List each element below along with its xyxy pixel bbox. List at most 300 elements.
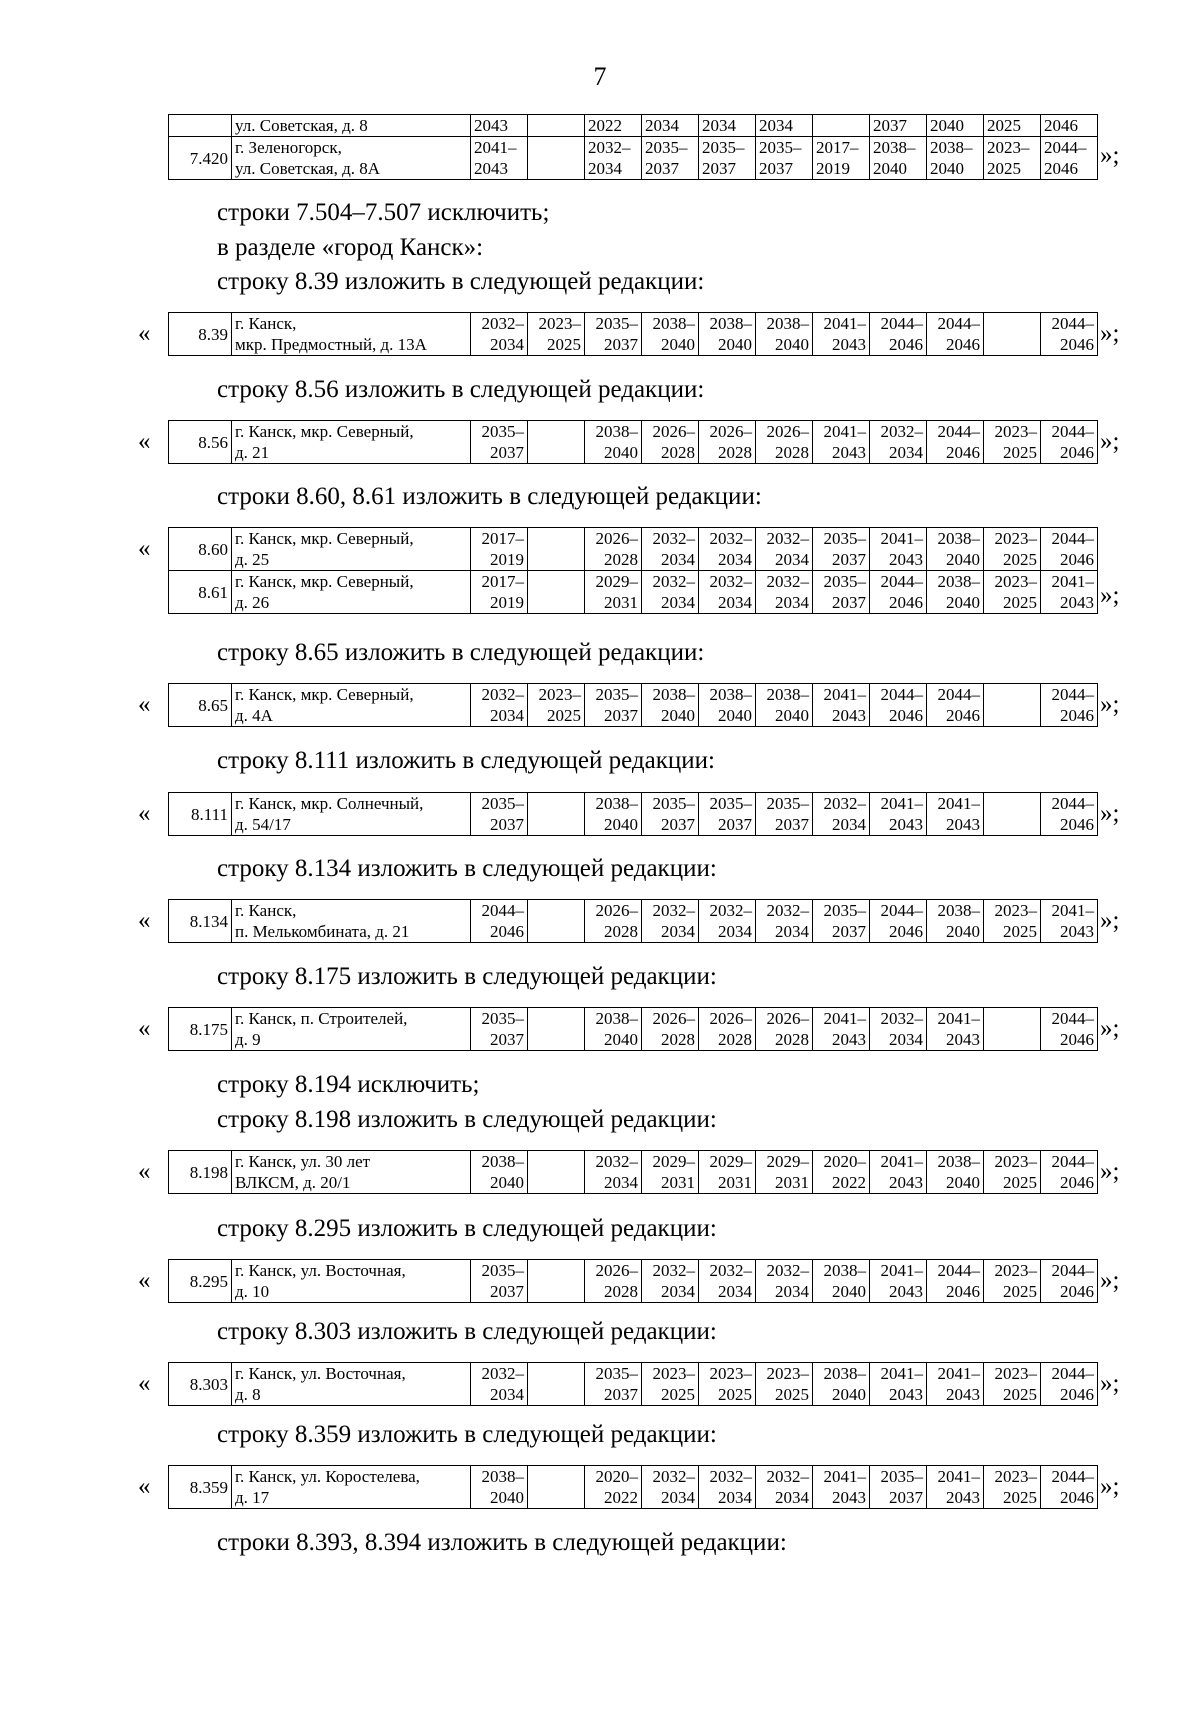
year-cell — [927, 900, 984, 943]
year-line: 2038– — [595, 422, 638, 441]
year-cell — [927, 115, 984, 137]
closing-quote: »; — [1100, 428, 1120, 455]
year-line: 2038– — [930, 138, 973, 157]
year-line: 2037 — [490, 1282, 524, 1301]
year-cell — [984, 1466, 1041, 1509]
year-line: 2026– — [595, 1261, 638, 1280]
year-line: 2040 — [946, 922, 980, 941]
year-line: 2040 — [604, 443, 638, 462]
year-line: 2043 — [1060, 593, 1094, 612]
year-line: 2032– — [652, 529, 695, 548]
year-line: 2022 — [588, 116, 622, 135]
year-cell — [642, 684, 699, 727]
amendment-table — [168, 899, 1098, 943]
year-cell — [699, 115, 756, 137]
year-line: 2032– — [709, 572, 752, 591]
year-line: 2041– — [1051, 901, 1094, 920]
instruction-line: строку 8.134 изложить в следующей редакции: — [217, 855, 717, 882]
year-line: 2038– — [709, 685, 752, 704]
year-line: 2044– — [937, 1261, 980, 1280]
year-cell — [813, 115, 870, 137]
year-line: 2035– — [759, 138, 802, 157]
year-line: 2044– — [1051, 1261, 1094, 1280]
year-cell — [471, 1260, 528, 1303]
year-cell — [927, 1363, 984, 1406]
year-line: 2037 — [702, 159, 736, 178]
year-cell — [756, 528, 813, 571]
year-line: 2025 — [661, 1385, 695, 1404]
year-line: 2032– — [595, 1152, 638, 1171]
year-line: 2028 — [718, 1030, 752, 1049]
amendment-table — [168, 114, 1098, 180]
year-line: 2037 — [645, 159, 679, 178]
address-line: ВЛКСМ, д. 20/1 — [235, 1173, 351, 1192]
year-cell — [756, 313, 813, 356]
year-line: 2044– — [880, 572, 923, 591]
year-cell — [813, 793, 870, 836]
year-cell — [471, 1466, 528, 1509]
row-number-cell: 8.175 — [169, 1008, 232, 1051]
year-cell — [585, 1008, 642, 1051]
address-line: г. Канск, ул. Восточная, — [235, 1261, 406, 1280]
year-cell — [528, 684, 585, 727]
row-number-cell: 7.420 — [169, 137, 232, 180]
opening-quote: « — [138, 1015, 151, 1042]
year-line: 2044– — [1051, 529, 1094, 548]
year-line: 2032– — [766, 529, 809, 548]
address-line: д. 25 — [235, 550, 270, 569]
year-line: 2032– — [709, 901, 752, 920]
year-line: 2032– — [880, 422, 923, 441]
closing-quote: »; — [1100, 1370, 1120, 1397]
year-cell — [813, 1151, 870, 1194]
year-cell — [642, 571, 699, 614]
year-cell — [813, 528, 870, 571]
year-cell — [927, 1466, 984, 1509]
row-number-cell: 8.65 — [169, 684, 232, 727]
year-cell — [927, 684, 984, 727]
year-line: 2044– — [1051, 1152, 1094, 1171]
year-line: 2035– — [481, 422, 524, 441]
address-line: д. 54/17 — [235, 815, 291, 834]
year-cell — [984, 793, 1041, 836]
year-cell — [927, 1151, 984, 1194]
year-line: 2041– — [937, 1467, 980, 1486]
address-line: д. 8 — [235, 1385, 261, 1404]
year-cell — [927, 793, 984, 836]
year-line: 2044– — [937, 314, 980, 333]
year-cell — [870, 1363, 927, 1406]
year-cell — [870, 1260, 927, 1303]
year-cell — [927, 1008, 984, 1051]
year-line: 2038– — [873, 138, 916, 157]
year-line: 2019 — [490, 550, 524, 569]
amendment-table — [168, 1150, 1098, 1194]
year-cell — [528, 313, 585, 356]
year-line: 2028 — [661, 1030, 695, 1049]
year-cell — [642, 793, 699, 836]
year-line: 2040 — [832, 1282, 866, 1301]
year-cell — [585, 1260, 642, 1303]
year-line: 2043 — [474, 159, 508, 178]
table-row — [169, 1008, 1098, 1051]
opening-quote: « — [138, 1158, 151, 1185]
year-line: 2046 — [1060, 815, 1094, 834]
year-line: 2032– — [823, 794, 866, 813]
year-line: 2044– — [1051, 794, 1094, 813]
year-cell — [699, 571, 756, 614]
table-row — [169, 900, 1098, 943]
instruction-line: строку 8.175 изложить в следующей редакции: — [217, 963, 717, 990]
year-cell — [927, 528, 984, 571]
year-line: 2032– — [588, 138, 631, 157]
year-cell — [585, 115, 642, 137]
year-cell — [585, 1466, 642, 1509]
year-line: 2041– — [474, 138, 517, 157]
year-cell — [756, 115, 813, 137]
year-cell — [528, 571, 585, 614]
year-line: 2026– — [652, 1009, 695, 1028]
year-cell — [870, 900, 927, 943]
address-line: д. 4А — [235, 706, 273, 725]
address-line: п. Мелькомбината, д. 21 — [235, 922, 410, 941]
year-line: 2017– — [481, 529, 524, 548]
year-line: 2034 — [775, 593, 809, 612]
year-line: 2032– — [652, 1467, 695, 1486]
year-cell — [642, 137, 699, 180]
year-line: 2034 — [759, 116, 793, 135]
year-cell — [528, 1008, 585, 1051]
year-cell — [471, 528, 528, 571]
year-line: 2037 — [490, 443, 524, 462]
year-cell — [699, 1363, 756, 1406]
year-line: 2034 — [588, 159, 622, 178]
closing-quote: »; — [1100, 1015, 1120, 1042]
address-line: г. Зеленогорск, — [235, 138, 342, 157]
year-line: 2028 — [775, 443, 809, 462]
year-cell — [927, 421, 984, 464]
amendment-table — [168, 1465, 1098, 1509]
year-line: 2029– — [766, 1152, 809, 1171]
year-line: 2038– — [823, 1364, 866, 1383]
year-cell — [1041, 313, 1098, 356]
year-line: 2035– — [481, 794, 524, 813]
year-line: 2034 — [661, 550, 695, 569]
year-cell — [813, 313, 870, 356]
year-line: 2044– — [1044, 138, 1087, 157]
year-cell — [1041, 115, 1098, 137]
year-cell — [756, 793, 813, 836]
year-cell — [699, 137, 756, 180]
opening-quote: « — [138, 320, 151, 347]
year-line: 2043 — [889, 815, 923, 834]
year-line: 2034 — [718, 1488, 752, 1507]
year-cell — [471, 1151, 528, 1194]
year-line: 2031 — [775, 1173, 809, 1192]
year-line: 2040 — [661, 335, 695, 354]
year-line: 2046 — [1060, 550, 1094, 569]
year-cell — [984, 900, 1041, 943]
address-line: д. 10 — [235, 1282, 270, 1301]
year-line: 2034 — [604, 1173, 638, 1192]
year-line: 2035– — [709, 794, 752, 813]
table-row — [169, 571, 1098, 614]
year-cell — [1041, 900, 1098, 943]
amendment-table — [168, 312, 1098, 356]
year-line: 2038– — [937, 901, 980, 920]
row-number-cell: 8.198 — [169, 1151, 232, 1194]
year-cell — [528, 793, 585, 836]
row-number-cell: 8.134 — [169, 900, 232, 943]
year-line: 2046 — [1060, 1030, 1094, 1049]
year-line: 2025 — [547, 335, 581, 354]
address-cell — [232, 313, 471, 356]
year-line: 2044– — [1051, 422, 1094, 441]
year-cell — [528, 1363, 585, 1406]
year-line: 2032– — [880, 1009, 923, 1028]
year-cell — [642, 1363, 699, 1406]
row-number-cell: 8.56 — [169, 421, 232, 464]
year-line: 2040 — [604, 1030, 638, 1049]
year-line: 2043 — [946, 1030, 980, 1049]
year-line: 2032– — [766, 901, 809, 920]
year-cell — [585, 684, 642, 727]
row-number-cell: 8.61 — [169, 571, 232, 614]
year-cell — [756, 137, 813, 180]
year-line: 2040 — [930, 116, 964, 135]
year-line: 2028 — [661, 443, 695, 462]
year-cell — [984, 571, 1041, 614]
year-line: 2034 — [718, 922, 752, 941]
address-line: ул. Советская, д. 8А — [235, 159, 381, 178]
year-line: 2022 — [832, 1173, 866, 1192]
year-line: 2037 — [604, 706, 638, 725]
year-line: 2035– — [702, 138, 745, 157]
year-cell — [699, 528, 756, 571]
year-cell — [1041, 1260, 1098, 1303]
year-line: 2041– — [937, 794, 980, 813]
address-cell — [232, 684, 471, 727]
address-line: д. 9 — [235, 1030, 261, 1049]
year-line: 2041– — [880, 1364, 923, 1383]
year-line: 2037 — [832, 593, 866, 612]
year-line: 2037 — [832, 922, 866, 941]
year-line: 2032– — [481, 314, 524, 333]
year-line: 2035– — [823, 529, 866, 548]
address-line: г. Канск, мкр. Северный, — [235, 685, 414, 704]
address-cell — [232, 1260, 471, 1303]
year-line: 2019 — [816, 159, 850, 178]
year-line: 2029– — [595, 572, 638, 591]
address-cell — [232, 137, 471, 180]
year-line: 2035– — [766, 794, 809, 813]
address-cell — [232, 115, 471, 137]
amendment-table — [168, 1362, 1098, 1406]
year-cell — [585, 528, 642, 571]
year-cell — [1041, 1151, 1098, 1194]
year-cell — [642, 1151, 699, 1194]
instruction-line: строку 8.303 изложить в следующей редакции: — [217, 1318, 717, 1345]
year-line: 2035– — [880, 1467, 923, 1486]
instruction-line: строку 8.65 изложить в следующей редакции: — [217, 639, 705, 666]
year-cell — [870, 1466, 927, 1509]
year-line: 2046 — [946, 706, 980, 725]
year-cell — [813, 1466, 870, 1509]
year-line: 2041– — [937, 1009, 980, 1028]
year-line: 2043 — [832, 1488, 866, 1507]
year-line: 2044– — [1051, 1467, 1094, 1486]
year-cell — [1041, 1363, 1098, 1406]
instruction-line: строку 8.111 изложить в следующей редакции: — [217, 747, 715, 774]
year-cell — [984, 1260, 1041, 1303]
year-line: 2043 — [832, 706, 866, 725]
year-line: 2026– — [595, 901, 638, 920]
year-line: 2041– — [1051, 572, 1094, 591]
year-cell — [471, 1008, 528, 1051]
address-line: мкр. Предмостный, д. 13А — [235, 335, 427, 354]
instruction-line: строку 8.295 изложить в следующей редакции: — [217, 1215, 717, 1242]
opening-quote: « — [138, 428, 151, 455]
year-cell — [699, 1151, 756, 1194]
year-line: 2025 — [718, 1385, 752, 1404]
year-line: 2026– — [595, 529, 638, 548]
year-line: 2041– — [823, 685, 866, 704]
closing-quote: »; — [1100, 800, 1120, 827]
year-cell — [870, 313, 927, 356]
year-line: 2028 — [718, 443, 752, 462]
year-cell — [699, 1260, 756, 1303]
year-cell — [642, 1466, 699, 1509]
year-line: 2043 — [889, 1282, 923, 1301]
year-cell — [528, 421, 585, 464]
year-line: 2031 — [661, 1173, 695, 1192]
table-row — [169, 1363, 1098, 1406]
address-line: д. 21 — [235, 443, 270, 462]
year-line: 2034 — [775, 550, 809, 569]
year-cell — [870, 793, 927, 836]
year-line: 2035– — [652, 794, 695, 813]
table-row — [169, 793, 1098, 836]
year-line: 2035– — [595, 1364, 638, 1383]
year-line: 2040 — [718, 335, 752, 354]
closing-quote: »; — [1100, 691, 1120, 718]
address-cell — [232, 1363, 471, 1406]
year-cell — [984, 1008, 1041, 1051]
row-number-cell: 8.111 — [169, 793, 232, 836]
year-line: 2026– — [652, 422, 695, 441]
year-line: 2020– — [823, 1152, 866, 1171]
year-line: 2035– — [645, 138, 688, 157]
year-line: 2043 — [946, 1488, 980, 1507]
year-cell — [813, 900, 870, 943]
year-line: 2040 — [946, 550, 980, 569]
year-line: 2031 — [604, 593, 638, 612]
year-line: 2043 — [474, 116, 508, 135]
address-line: г. Канск, — [235, 901, 297, 920]
year-cell — [984, 1363, 1041, 1406]
year-cell — [528, 115, 585, 137]
year-line: 2038– — [652, 685, 695, 704]
year-line: 2035– — [595, 314, 638, 333]
year-line: 2046 — [1060, 706, 1094, 725]
year-line: 2046 — [946, 1282, 980, 1301]
address-line: ул. Советская, д. 8 — [235, 116, 368, 135]
address-cell — [232, 571, 471, 614]
year-line: 2023– — [538, 314, 581, 333]
instruction-line: строки 7.504–7.507 исключить; — [217, 199, 550, 226]
address-cell — [232, 421, 471, 464]
year-cell — [1041, 793, 1098, 836]
year-cell — [585, 900, 642, 943]
year-line: 2037 — [889, 1488, 923, 1507]
opening-quote: « — [138, 1267, 151, 1294]
year-line: 2028 — [604, 550, 638, 569]
closing-quote: »; — [1100, 582, 1120, 609]
year-cell — [813, 1260, 870, 1303]
year-line: 2025 — [1003, 1282, 1037, 1301]
year-line: 2025 — [1003, 550, 1037, 569]
year-line: 2046 — [1060, 1282, 1094, 1301]
year-line: 2043 — [889, 550, 923, 569]
year-line: 2038– — [481, 1152, 524, 1171]
address-cell — [232, 1151, 471, 1194]
year-cell — [813, 571, 870, 614]
year-cell — [813, 1363, 870, 1406]
year-cell — [927, 571, 984, 614]
year-line: 2032– — [766, 1467, 809, 1486]
year-line: 2038– — [823, 1261, 866, 1280]
year-cell — [642, 421, 699, 464]
year-line: 2025 — [1003, 1173, 1037, 1192]
amendment-table — [168, 527, 1098, 614]
closing-quote: »; — [1100, 907, 1120, 934]
row-number-cell: 8.295 — [169, 1260, 232, 1303]
year-cell — [813, 684, 870, 727]
year-line: 2043 — [832, 443, 866, 462]
year-line: 2031 — [718, 1173, 752, 1192]
table-row — [169, 421, 1098, 464]
year-cell — [528, 528, 585, 571]
year-line: 2041– — [880, 529, 923, 548]
year-cell — [642, 900, 699, 943]
year-line: 2032– — [652, 1261, 695, 1280]
address-line: г. Канск, ул. 30 лет — [235, 1152, 371, 1171]
year-line: 2043 — [946, 815, 980, 834]
address-cell — [232, 1008, 471, 1051]
year-cell — [699, 1008, 756, 1051]
row-number-cell: 8.39 — [169, 313, 232, 356]
address-cell — [232, 900, 471, 943]
year-cell — [585, 1151, 642, 1194]
year-line: 2040 — [930, 159, 964, 178]
year-cell — [870, 1008, 927, 1051]
address-cell — [232, 528, 471, 571]
year-line: 2032– — [709, 529, 752, 548]
instruction-line: строки 8.393, 8.394 изложить в следующей редакции: — [217, 1529, 787, 1556]
year-cell — [1041, 137, 1098, 180]
amendment-table — [168, 420, 1098, 464]
year-line: 2019 — [490, 593, 524, 612]
year-line: 2032– — [766, 572, 809, 591]
year-cell — [699, 313, 756, 356]
year-line: 2023– — [766, 1364, 809, 1383]
year-line: 2040 — [718, 706, 752, 725]
year-cell — [471, 1363, 528, 1406]
year-cell — [642, 313, 699, 356]
year-cell — [756, 1260, 813, 1303]
year-line: 2028 — [604, 922, 638, 941]
table-row — [169, 528, 1098, 571]
